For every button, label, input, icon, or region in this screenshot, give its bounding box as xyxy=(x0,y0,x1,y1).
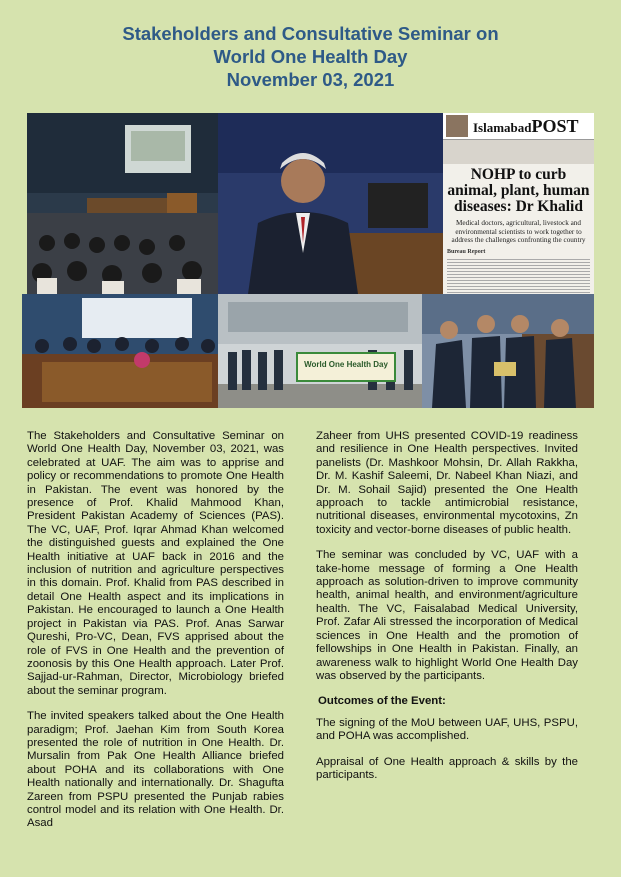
subhead-line-1: Medical doctors, agricultural, livestock and xyxy=(456,219,581,227)
title-line-3: November 03, 2021 xyxy=(226,69,395,90)
headline-line-2: animal, plant, human xyxy=(447,182,590,199)
masthead-part-b: POST xyxy=(531,116,579,136)
newspaper-clipping xyxy=(443,113,594,294)
paragraph-speakers: The invited speakers talked about the One Health paradigm; Prof. Jaehan Kim from South Korea presented the role of nutrition in One Health. Dr. Mursalin from Pak One Health Alliance briefed about POHA and its collaborations with One Health nationally and internationally. Dr. Shagufta Zareen from PSPU presented the Punjab rabies control model and its relation with One Health. Dr. Asad xyxy=(27,710,284,830)
photo-panel xyxy=(22,294,218,408)
photo-mou-signing xyxy=(422,294,594,408)
subhead-line-3: address the challenges confronting the country xyxy=(451,236,586,244)
body-column-right xyxy=(316,430,578,794)
walk-banner xyxy=(296,352,396,382)
headline-line-3: diseases: Dr Khalid xyxy=(454,198,583,215)
newspaper-portrait xyxy=(446,115,468,137)
photo-seminar-hall xyxy=(27,113,218,294)
newspaper-headline xyxy=(443,167,594,215)
newspaper-masthead xyxy=(473,116,579,137)
outcome-appraisal: Appraisal of One Health approach & skills by the participants. xyxy=(316,755,578,781)
newspaper-strip xyxy=(443,140,594,164)
headline-line-1: NOHP to curb xyxy=(470,166,567,183)
newspaper-subhead xyxy=(443,219,594,245)
photo-speaker xyxy=(218,113,443,294)
outcome-mou: The signing of the MoU between UAF, UHS, PSPU, and POHA was accomplished. xyxy=(316,716,578,743)
title-line-1: Stakeholders and Consultative Seminar on xyxy=(122,23,499,44)
photo-awareness-walk xyxy=(218,294,422,408)
newspaper-columns xyxy=(447,257,590,293)
outcomes-heading: Outcomes of the Event: xyxy=(318,695,446,708)
paragraph-conclusion: The seminar was concluded by VC, UAF with a take-home message of forming a One Health approach as solution-driven to improve community health, animal health, and environment/agriculture health. The VC, Faisalabad Medical University, Prof. Zafar Ali stressed the incorporation of Medical sciences in One Health and the promotion of fellowships in One Health in Pakistan. Finally, an awareness walk to highlight World One Health Day was observed by the participants. xyxy=(316,549,578,682)
newspaper-byline: Bureau Report xyxy=(447,249,486,255)
page-title xyxy=(0,22,621,91)
title-line-2: World One Health Day xyxy=(213,46,408,67)
body-column-left xyxy=(27,430,284,843)
paragraph-panelists: Zaheer from UHS presented COVID-19 readiness and resilience in One Health perspectives. Invited panelists (Dr. Mashkoor Mohsin, Dr. Allah Rakkha, Dr. M. Kashif Saleemi, Dr. Nabeel Khan Niazi, and Dr. M. Sohail Sajid) presented the One Health approach to tackle antimicrobial resistance, nutritional diseases, environmental mycotoxins, Zn toxicity and vector-borne diseases of public health. xyxy=(316,430,578,536)
paragraph-intro: The Stakeholders and Consultative Seminar on World One Health Day, November 03, 2021, was celebrated at UAF. The aim was to apprise and policy or recommendations to promote One Health in Pakistan. The event was honored by the presence of Prof. Khalid Mahmood Khan, President Pakistan Academy of Sciences (PAS). The VC, UAF, Prof. Iqrar Ahmad Khan welcomed the distinguished guests and explained the One Health initiative at UAF back in 2016 and the inclusion of nutrition and agriculture perspectives in this domain. Prof. Khalid from PAS described in detail One Health aspect and its implications in Pakistan. He encouraged to launch a One Health project in Pakistan via PAS. Prof. Anas Sarwar Qureshi, Pro-VC, Dean, FVS apprised about the role of FVS in One Health and the prevention of zoonosis by this One Health approach. Later Prof. Sajjad-ur-Rahman, Director, Microbiology briefed about the seminar program. xyxy=(27,430,284,697)
walk-banner-text: World One Health Day xyxy=(304,360,388,369)
masthead-part-a: Islamabad xyxy=(473,120,532,135)
subhead-line-2: environmental scientists to work together to xyxy=(455,227,582,236)
